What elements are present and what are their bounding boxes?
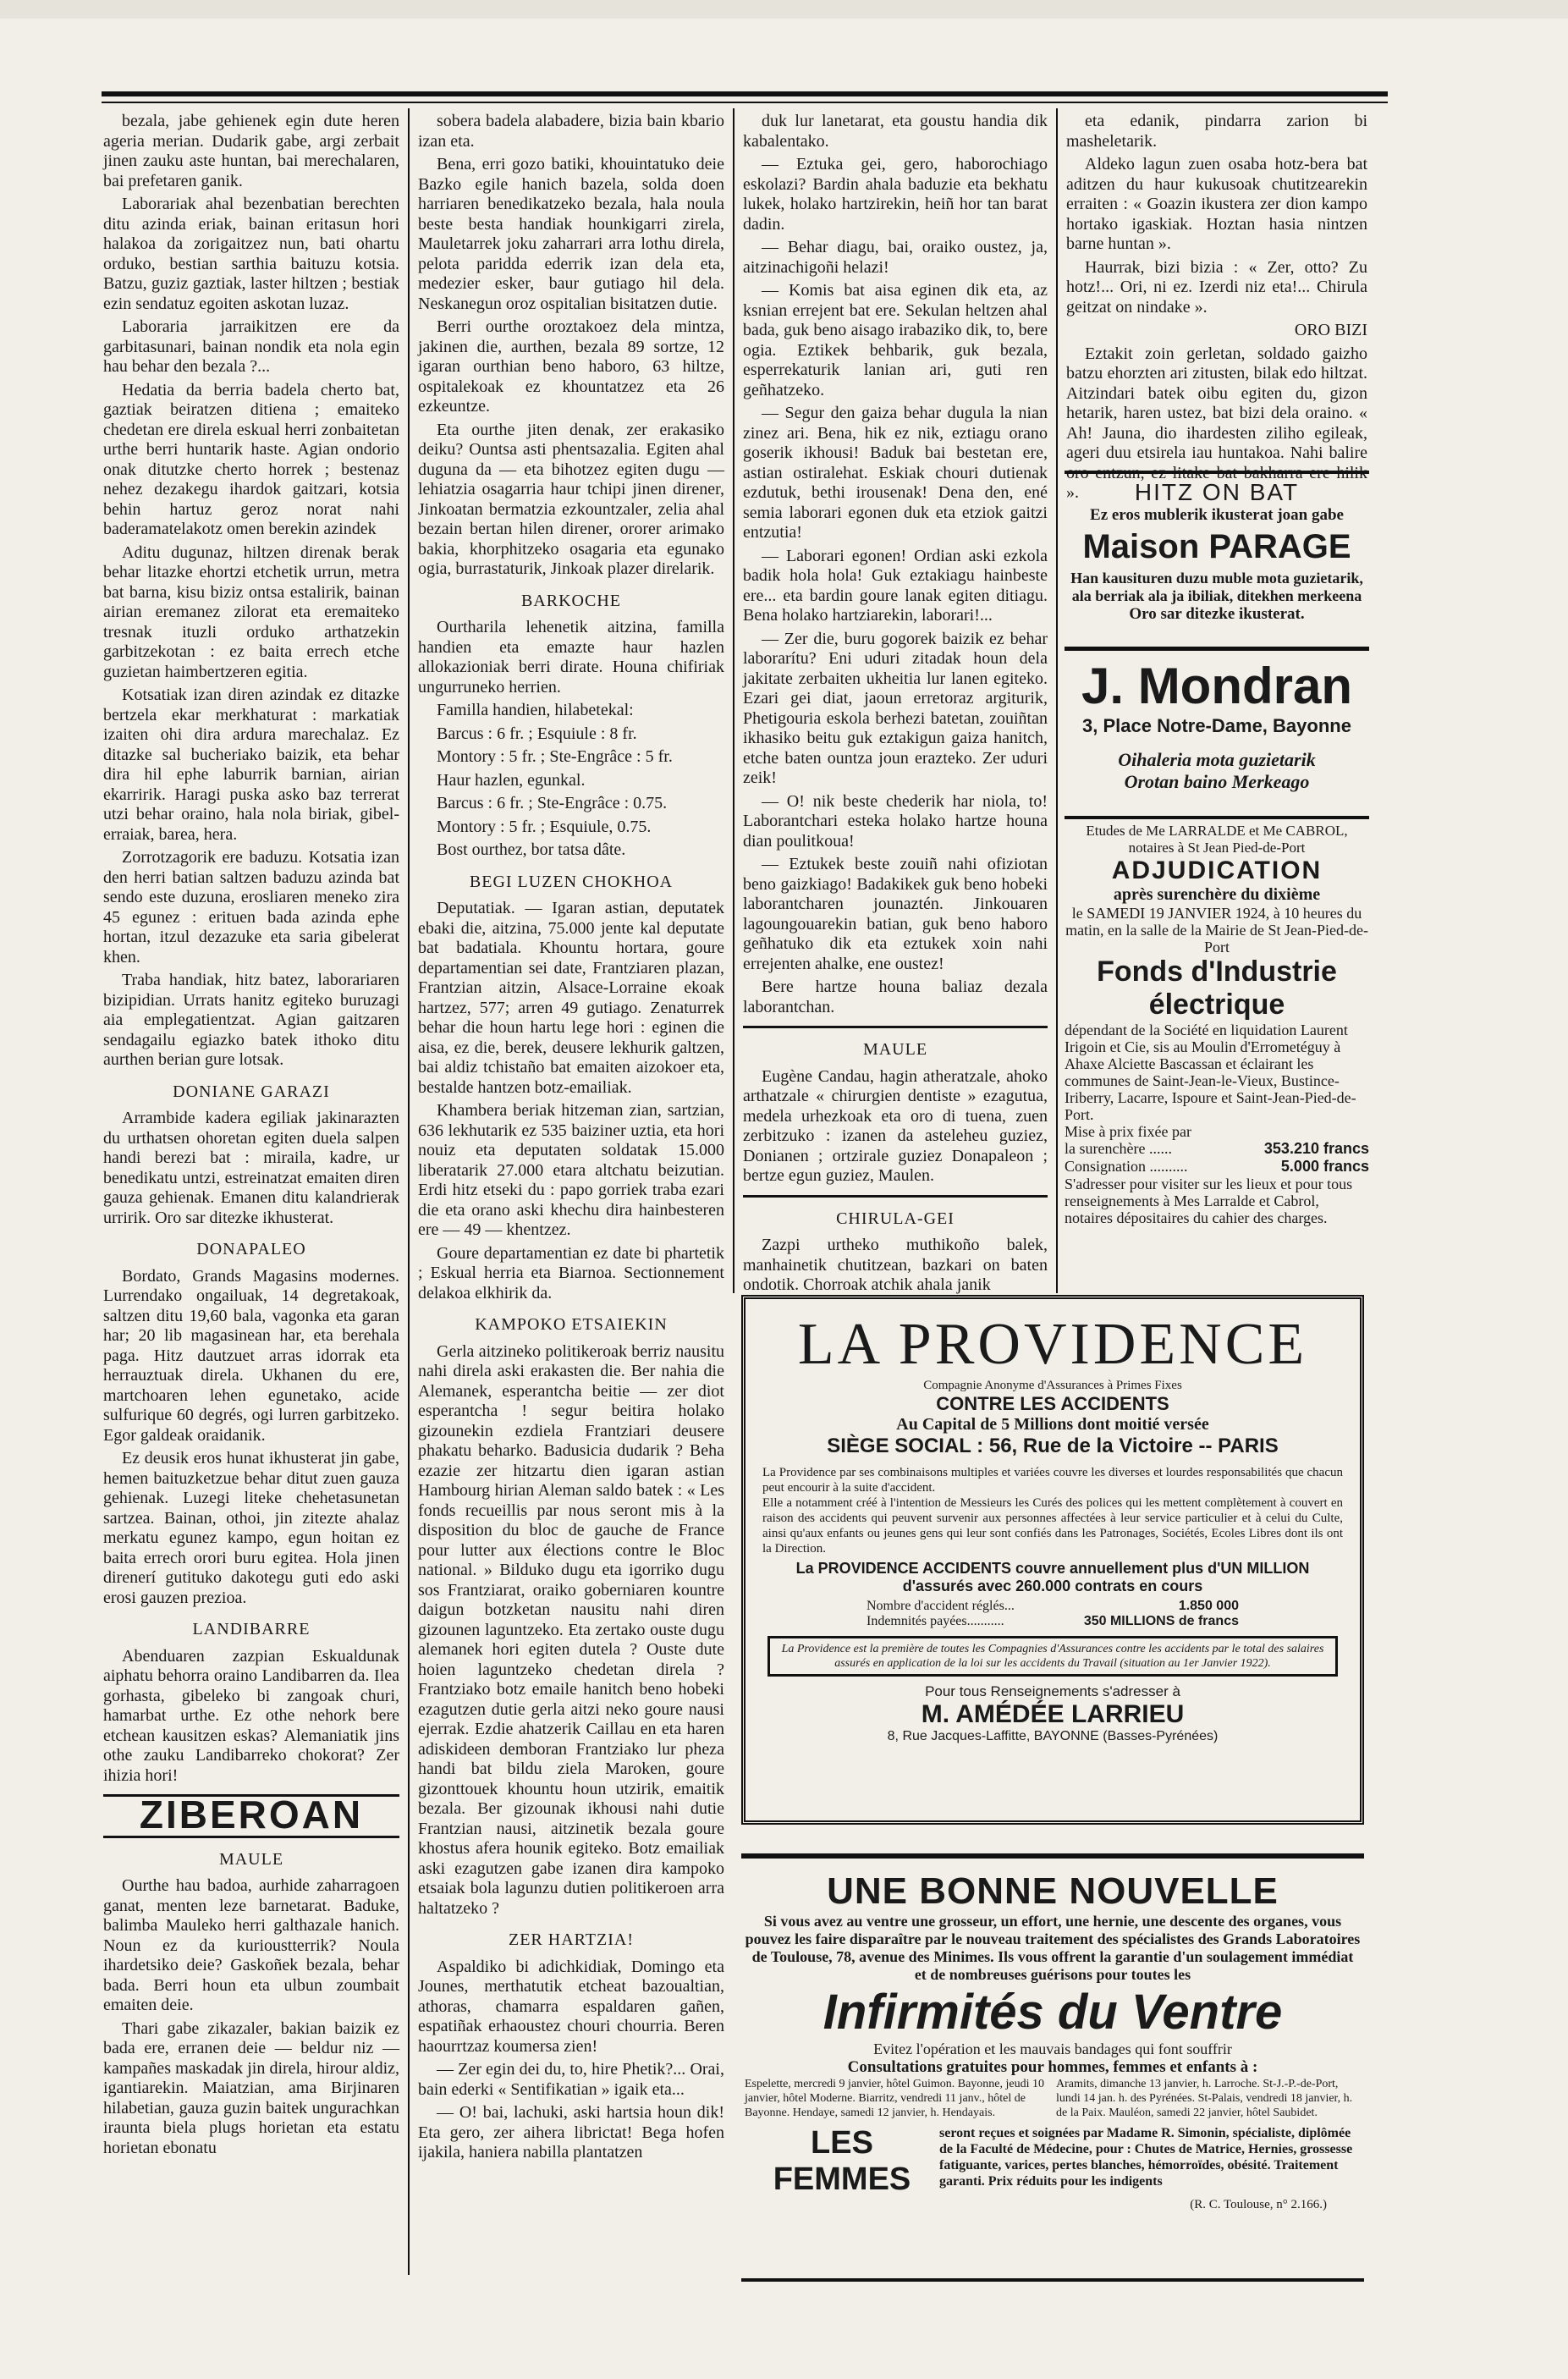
column-rule-2 [733,108,734,1293]
section-rule [743,1026,1048,1028]
ad-rule [1065,471,1369,474]
article-text: Abenduaren zazpian Eskualdunak aiphatu behorra oraino Landibarren da. Ilea gorhasta, gibeleko bi zangoak churi, hamarbat urthe. Ez othe nehork bere etchean kausitzen eskas? Alemaniatik jins othe zauku Landibarreko chokorat? Zer ihizia hori! [103,1646,399,1785]
ad-text: CONTRE LES ACCIDENTS [936,1393,1169,1414]
article-text: Bost ourthez, bor tatsa dâte. [437,840,626,859]
section-heading: LANDIBARRE [192,1620,311,1638]
ad-text: S'adresser pour visiter sur les lieux et pour tous renseignements à Mes Larralde et Cabrol, notaires dépositaires du cahier des charges. [1065,1176,1353,1226]
ad-contact-name: M. AMÉDÉE LARRIEU [921,1700,1185,1728]
article-text: Eztakit zoin gerletan, soldado gaizho batzu ehorzten ari zitusten, bilak edo hiltzat. Aitzindari batek oibu egiten du, gizon hetarik, haren ustez, bat bizi dela oraino. « Ah! Jauna, dio ihardesten ziliho egileak, ageri duu etsirela iau huntakoa. Nahi balire ». [1066,344,1367,502]
article-text: Ourtharila lehenetik aitzina, familla handien eta emazte haur hazlen allokazioniak berri dirate. Houna chifiriak ungurruneko herrien. [418,618,724,697]
ad-brand: Maison PARAGE [1082,528,1351,565]
section-heading: DONIANE GARAZI [173,1082,330,1101]
ad-text: seront reçues et soignées par Madame R. Simonin, spécialiste, diplômée de la Faculté de Médecine, pour : Chutes de Matrice, Hernies, grossesse fatiguante, varices, pertes blanches, hémorroïdes, obésité. Traitement garanti. Prix réduits pour les indigents [939,2126,1353,2189]
ad-text: Si vous avez au ventre une grosseur, un effort, une hernie, une descente des organes, vous pouvez les faire disparaître par le nouveau traitement des spécialistes des Grands Laboratoires de Toulouse, 78, avenue des Minimes. Ils vous offrent la garantie d'un soulagement immédiat et de nombreuses guérisons pour toutes les [745,1913,1361,1983]
stat-label: Indemnités payées........... [867,1614,1004,1628]
ad-address: 8, Rue Jacques-Laffitte, BAYONNE (Basses-Pyrénées) [887,1729,1219,1743]
ad-text: le SAMEDI 19 JANVIER 1924, à 10 heures du matin, en la salle de la Mairie de St Jean-Pied-de-Port [1065,905,1368,955]
article-text: — Zer die, buru gogorek baizik ez behar laborarítu? Eni uduri zitadak houn dela jakitate zerbaiten ukheitia lur lanen egiteko. Ezari gei diat, jaoun erretoraz argiturik, Phetigouria eskola berhezi batetan, zouiñtan ikhasiko beitu guk eztakigun gaiza hanitch, etche baten ountza joun erazteko. Zer uduri zeik! [743,629,1048,787]
top-rule [102,91,1388,96]
ad-text: Oro sar ditezke ikusterat. [1129,605,1305,623]
price-label: la surenchère ...... [1065,1140,1172,1157]
ad-text: Orotan baino Merkeago [1124,771,1310,792]
section-heading: MAULE [862,1040,928,1059]
ad-text: Ez eros mublerik ikusterat joan gabe [1090,506,1344,524]
article-heading: ORO BIZI [1294,321,1367,339]
article-text: Laboraria jarraikitzen ere da garbitasunari, bainan nondik eta nola egin hau behar den bezala ?... [103,317,399,376]
article-text: Familla handien, hilabetekal: [437,701,634,719]
ad-title: Fonds d'Industrie électrique [1097,955,1337,1021]
ad-title: UNE BONNE NOUVELLE [827,1870,1279,1912]
article-text: Kotsatiak izan diren azindak ez ditazke bertzela ekar merkhaturat : markatiak izaiten ohi dira ardura marechalaz. Ez ditazke sal bucheriako baizik, eta behar dira hil ephe laburrik barnian, airian ekarririk. Haragi puska asko baz terrerat utzi behar oraino, hala nola biriak, gibel-erraiak, barea, hera. [103,686,399,844]
ad-femmes-block [745,2125,1361,2198]
top-rule-thin [102,102,1388,103]
article-text: Arrambide kadera egiliak jakinarazten du urthatsen ohoretan egiten duela salpen handi berezi bat : miraila, kadre, ur benedikatu untzi, estreinatzat emaiten diren gauza gehienak. Emanen ditu kalandrierak urririk. Oro sar ditezke ikhusterat. [103,1109,399,1227]
article-text: Khambera beriak hitzeman zian, sartzian, 636 lekhutarik ez 535 baiziner uztia, eta hori nouiz eta deputaten soldatak 15.000 liberatarik 27.000 etara altchatu beizutian. Erdi hitz etseki du : papo gorriek traba ezari die eta orano aski khechu dira hainbesteren ere — 49 — khentzez. [418,1101,724,1239]
article-text: Aspaldiko bi adichkidiak, Domingo eta Jounes, merthatutik etcheat bazoualtian, athoras, chamarra espaldaren gañen, espatiñak erhaoustez chouri chourria. Beren haourrtzaz koumersa zien! [418,1957,724,2056]
ad-providence [741,1295,1364,1825]
article-text: — Eztuka gei, gero, haborochiago eskolazi? Bardin ahala baduzie eta bekhatu lukek, holako hartzirekin, heiñ hor tan barat dadin. [743,155,1048,234]
article-text: Ourthe hau badoa, aurhide zaharragoen ganat, menten leze barnetarat. Baduke, balimba Mauleko herri galthazale hanich. Noun ez da kurioustterrik? Noula ihardetsiko deie? Gaskoñek bezala, behar bada. Berri houn eta ulbun zoumbait emaiten deie. [103,1876,399,2014]
stat-label: Nombre d'accident réglés... [867,1599,1015,1613]
article-text: Barcus : 6 fr. ; Esquiule : 8 fr. [437,724,637,743]
ad-box-text: La Providence est la première de toutes les Compagnies d'Assurances contre les accidents par le total des salaires assurés en application de la loi sur les accidents du Travail (situation au 1er Janvier 1922). [767,1636,1338,1677]
ad-stat-row [867,1614,1239,1629]
section-rule [743,1195,1048,1198]
article-text: sobera badela alabadere, bizia bain kbario izan eta. [418,112,724,151]
ad-text: Compagnie Anonyme d'Assurances à Primes Fixes [923,1379,1182,1392]
region-heading: ZIBEROAN [139,1793,364,1837]
article-text: Haur hazlen, egunkal. [437,770,586,790]
article-text: Hedatia da berria badela cherto bat, gaztiak beiratzen ditiena ; emaiteko chedetan ere direla eskual herri zonbaitetan urthe berri huntarik haste. Agian ondorio onak ditutzke cherto horrek ; bestenaz nehez dezakegu ihardok gaitzari, kotsia behin hartuz geroz norat nahi baderamatelakotz omen berekin azindek [103,380,399,538]
ad-text: Han kausituren duzu muble mota guzietarik, ala berriak ala ja ibiliak, ditekhen merkeena [1070,570,1363,604]
ad-text: Elle a notamment créé à l'intention de Messieurs les Curés des polices qui les mettent complètement à couvert en raison des accidents qui peuvent survenir aux personnes affectées à leur service particulier et à celui du Culte, ainsi qu'aux enfants ou jeunes gens qui leur sont confiés dans les Patronages, Sociétés, Ecoles Libres dont ils ont la Direction. [762,1496,1343,1556]
ad-title: LA PROVIDENCE [797,1312,1308,1377]
article-text: — Laborari egonen! Ordian aski ezkola badik hola hola! Guk eztakiagu hainbeste ere... eta bardin goure lanak egiten ditiagu. Bena holako hartziarekin, laborari!... [743,546,1048,625]
section-heading: MAULE [218,1849,284,1869]
ad-title: HITZ ON BAT [1134,479,1300,505]
column-rule-3 [1056,108,1058,1293]
column-rule-1 [408,108,410,2275]
ad-title: LES FEMMES [773,2125,911,2197]
ad-text: Consultations gratuites pour hommes, femmes et enfants à : [847,2058,1258,2076]
price-label: Consignation .......... [1065,1158,1188,1175]
stat-value: 1.850 000 [1178,1599,1239,1613]
ad-text: SIÈGE SOCIAL : 56, Rue de la Victoire -- PARIS [827,1435,1279,1457]
ad-text: Au Capital de 5 Millions dont moitié versée [896,1415,1209,1434]
article-text: Montory : 5 fr. ; Esquiule, 0.75. [437,817,652,836]
article-text: Berri ourthe oroztakoez dela mintza, jakinen die, aurthen, bezala 89 sortze, 12 igaran ourthian beno haboro, 63 hiltze, ospitalekoak ez khountatzez eta 26 ezkeuntze. [418,317,724,416]
price-value: 353.210 francs [1263,1140,1369,1157]
column-2 [418,112,724,2278]
ad-text: La PROVIDENCE ACCIDENTS couvre annuellement plus d'UN MILLION d'assurés avec 260.000 contrats en cours [795,1560,1310,1594]
ad-maison-parage [1065,479,1369,624]
article-text: Aditu dugunaz, hiltzen direnak berak behar litazke ehortzi etchetik urrun, metra bat barna, kisu biziz ontsa estalirik, bainan airian eremanez zilorat eta eremaiteko tresnak ituzli orduko arthatzekin garbitzekotan : ez baita errech etche guzietan haimbertzeren egitia. [103,542,399,681]
section-heading: DONAPALEO [196,1240,306,1258]
ad-consultations [745,2077,1361,2120]
article-text: — O! nik beste chederik har niola, to! Laborantchari esteka holako hartze houna dian poulitkoua! [743,791,1048,851]
ad-mondran [1065,657,1369,793]
ad-price-row [1065,1158,1369,1176]
ad-text: dépendant de la Société en liquidation Laurent Irigoin et Cie, sis au Moulin d'Errometéguy à Ahaxe Alciette Bascassan et éclairant les communes de Saint-Jean-le-Vieux, Bustince-Iriberry, Lacarre, Ispoure et Saint-Jean-Pied-de-Port. [1065,1022,1356,1123]
price-value: 5.000 francs [1280,1158,1369,1175]
article-text: Goure departamentian ez date bi phartetik ; Eskual herria eta Biarnoa. Sectionnement delakoa elkhirik da. [418,1243,724,1302]
article-text: Barcus : 6 fr. ; Ste-Engrâce : 0.75. [437,794,668,812]
article-text: — Eztukek beste zouiñ nahi ofiziotan beno gaizkiago! Badakikek guk beno hobeki laborantcharen jounaztén. Jinkouaren lagoungouarekin batian, guk beno haboro geñhatuko dik eta eztukek xoin nahi errejenten ahalke, ene oustez! [743,855,1048,973]
article-text: Zazpi urtheko muthikoño balek, manhainetik chutitzean, bazkari on baten ondotik. Chorroak atchik ahala janik [743,1236,1048,1294]
article-text: Ez deusik eros hunat ikhusterat jin gabe, hemen baituzketzue behar ditut zuen gauza gehienak. Luzegi liteke chehetasunetan sartzea. Bainan, othoi, jin zitezte ahalaz merkatu egunez kampo, egun hoitan ez baita errech orori buru egitea. Hola jinen direnerí gutituko dakotegu guti edo aski erosi gauzen prezioa. [103,1449,399,1607]
article-text: — Zer egin dei du, to, hire Phetik?... Orai, bain ederki « Sentifikatian » igaik eta... [418,2060,724,2099]
ad-price-row [1065,1140,1369,1158]
article-text: eta edanik, pindarra zarion bi masheletarik. [1066,112,1367,151]
article-text: Bere hartze houna baliaz dezala laborantchan. [743,977,1048,1016]
section-heading: ZER HARTZIA! [509,1930,634,1949]
ad-text: Pour tous Renseignements s'adresser à [925,1683,1180,1699]
article-text: Aldeko lagun zuen osaba hotz-bera bat aditzen du haur kukusoak chutitzearekin erraiten : « Goazin ikustera zer dion kampo hortako igaskiak. Hoztan hasia nintzen barne huntan ». [1066,155,1367,253]
ad-stat-row [867,1599,1239,1614]
section-heading: BARKOCHE [520,591,621,610]
ad-rule [1065,816,1369,819]
consultation-list: Aramits, dimanche 13 janvier, h. Larroche. St-J.-P.-de-Port, lundi 14 jan. h. des Pyrénées. St-Palais, vendredi 18 janvier, h. de la Paix. Mauléon, samedi 22 janvier, hôtel Saubidet. [1056,2078,1353,2119]
ad-text: Etudes de Me LARRALDE et Me CABROL, notaires à St Jean Pied-de-Port [1086,823,1348,856]
ad-bonne-nouvelle [745,1870,1361,2212]
consultation-list: Espelette, mercredi 9 janvier, hôtel Guimon. Bayonne, jeudi 10 janvier, hôtel Moderne. Biarritz, vendredi 11 janv., hôtel de Bayonne. Hendaye, samedi 12 janvier, h. Hendayais. [745,2078,1045,2119]
article-text: Gerla aitzineko politikeroak berriz nausitu nahi direla aski erakasten die. Ber nahia die Alemanek, esperantcha beitie — zer diot esperantcha ! segur beitira holako gizounekin ezdiela Frantziari deusere phakatu beharko. Badusicia dudarik ? Beha ezazie zer hitzartu dien igaran astian Hambourg hirian Aleman saldo batek : « Les fonds recueillis par nous seront mis à la disposition du bloc de gauche de France pour lutter aux élections contre le Bloc national. » Bilduko dugu eta igorriko dugu sos Frantziarat, oraiko goberniaren kountre daigun botzketan nausitu nahi diren gizounen laguntzeko. Eta zertako ouste dugu alemanek hori egiten dutela ? Ouste dute hoien laguntzeko chedetan direla ? Frantziako botz emaile hanitch beno hobeki ezagutzen dutie gerla aitzi neko goure nausi ejerrak. Ezdie ahatzerik Caillau en eta haren adiskideen demboran Frantziako lur pheza handi bat bildu ziela Maroken, goure gizonttouek khountu houn utzirik, emaitik bezala. Ber gizounak ikhousi nahi dutie Frantzian nausi, aitzinetik bezala goure khostus afera hounik egiteko. Botz emailiak aski ezagutzen gabe izanen dira kampoko etsaiak bola lagunzu dutien politikeroen arra haltatzeko ? [418,1341,724,1918]
article-text: Haurrak, bizi bizia : « Zer, otto? Zu hotz!... Ori, ni ez. Izerdi niz eta!... Chirula geitzat on nindake ». [1066,257,1367,317]
ad-rule-bottom [741,2278,1364,2282]
column-3 [743,112,1048,1294]
article-text: — Segur den gaiza behar dugula la nian zinez ari. Bena, hik ez nik, eztiagu orano goserik ikhousi! Baduk bai bestetan ere, astian ostiralehat. Eskiak chouri dutienak ezdutuk, bethi irousenak! Dena den, ené semia laborari egonen duk eta etziok gaitzi entzutia! [743,404,1048,542]
ad-text: après surenchère du dixième [1113,885,1321,904]
article-text: Traba handiak, hitz batez, laborariaren bizipidian. Urrats hanitz egiteko buruzagi aia emplegatientzat. Agian gaitzaren sendagailu egiazko batek ithoko ditu aurthen berian gure lotsak. [103,971,399,1069]
ad-text: La Providence par ses combinaisons multiples et variées couvre les diverses et lourdes responsabilités que chacun peut encourir à la suite d'accident. [762,1466,1343,1495]
article-text: Deputatiak. — Igaran astian, deputatek ebaki die, aitzina, 75.000 jente kal deputate bat badatiala. Khountu hortara, goure departamentian sei date, Frantziaren plazan, Frantzian aitzin, Alsace-Lorraine ekoak hartzez, 577; arren 49 gutiago. Zenaturrek behar die houn hartu lege hori : eginen die aisa, ez die, berek, deusere lekhurik galtzen, bai aldiz tchistaño bat emaiten aizokoer eta, bestalde hantzen botz-emailiak. [418,899,724,1097]
article-text: Thari gabe zikazaler, bakian baizik ez bada ere, erranen deie — beldur niz — kampañes maskadak jin direla, hirour aldiz, igantiarekin. Maiatzian, ama Birjinaren hilabetian, gauza guzin baitek ungurachkan iraunta biela plugs horietan eta estatu horietan ebonatu [103,2018,399,2157]
top-margin-band [0,0,1568,19]
stat-value: 350 MILLIONS de francs [1083,1614,1239,1628]
article-text: — O! bai, lachuki, aski hartsia houn dik! Eta gero, zer aihera librictat! Bega hofen ijakila, haniera nabilla plantatzen [418,2103,724,2161]
ad-title: Infirmités du Ventre [823,1985,1283,2040]
section-heading: BEGI LUZEN CHOKHOA [469,872,674,891]
article-text: bezala, jabe gehienek egin dute heren ageria merian. Dudarik gabe, argi zerbait jinen zauku aste huntan, bai merechalaren, bai prefetaren ganik. [103,112,399,190]
article-text: Bordato, Grands Magasins modernes. Lurrendako ongailuak, 14 degretakoak, saltzen ditu 19,60 bala, vagonka eta garan har; 20 lib magasinean har, eta berehala paga. Hitz dautzuet arras idorrak eta herrauztuak direla. Ukhanen du ere, martchoaren lehen egunetako, acide sulfurique 60 degrés, ogi lurren garbitzeko. Egor galdeak oraidanik. [103,1266,399,1445]
ad-adjudication [1065,823,1369,1226]
ad-reference: (R. C. Toulouse, n° 2.166.) [1190,2198,1327,2211]
ad-text: Mise à prix fixée par [1065,1123,1191,1140]
section-heading: CHIRULA-GEI [836,1209,955,1228]
ad-text: Oihaleria mota guzietarik [1118,749,1316,770]
ad-rule [1065,647,1369,651]
article-text: Laborariak ahal bezenbatian berechten ditu azinda eriak, bainan eritasun hori halakoa da zorigaitzez nun, bati ohartu orduko, bestian sarthia baituzu kotsia. Batzu, guziz gaztiak, laster hiltzen ; bestiak ezin sendatuz egoiten askotan luzaz. [103,195,399,313]
article-text: duk lur lanetarat, eta goustu handia dik kabalentako. [743,112,1048,151]
article-text: Bena, erri gozo batiki, khouintatuko deie Bazko egile hanich bazela, solda doen harriaren benedikatzeko bezala, hala noula beste besta handiak hounkigarri zirela, Mauletarrek joku zaharrari arra lothu direla, pelota paridda ederrik izan dela eta, medezier esker, baur gutiago hil dela. Neskanegun oroz ospitalian bisitatzen dutie. [418,155,724,313]
ad-text: Evitez l'opération et les mauvais bandages qui font souffrir [873,2040,1232,2057]
article-text: Eta ourthe jiten denak, zer erakasiko deiku? Ountsa asti phentsazalia. Egiten ahal duguna da — eta bihotzez egiten dugu — lehiatzia osagarria haur tchipi jinen direner, Jinkoatan bermatzia ezkountzaler, zelia ahal bezain bertan hilen direner, ororer arimako bakia, khorphitzeko osagaria eta egunako ogia, burrastaturik, Jinkoak plazer direlarik. [418,420,724,578]
article-text: — Behar diagu, bai, oraiko oustez, ja, aitzinachigoñi helazi! [743,238,1048,277]
ad-address: 3, Place Notre-Dame, Bayonne [1082,715,1351,736]
article-text: Zorrotzagorik ere baduzu. Kotsatia izan den herri batian saltzen baduzu azinda bat sendo este duzuna, erosliaren meneko zira 45 egunez : erituen bada azinda ephe hortan, itzul dezazuke eta saria gibelerat khen. [103,848,399,966]
ad-title: ADJUDICATION [1111,856,1323,884]
ad-rule [741,1853,1364,1859]
ad-brand: J. Mondran [1081,658,1352,714]
column-1 [103,112,399,2278]
section-heading: KAMPOKO ETSAIEKIN [475,1315,668,1334]
article-text: Montory : 5 fr. ; Ste-Engrâce : 5 fr. [437,747,673,766]
article-text: — Komis bat aisa eginen dik eta, az ksnian errejent bat ere. Sekulan heltzen ahal bada, guk beno aisago irabaziko dik, to, bere ogia. Eztikek behbarik, guk bezala, esperrekaturik lanian ari, guti ren geñhatzeko. [743,281,1048,399]
article-text: Eugène Candau, hagin atheratzale, ahoko arthatzale « chirurgien dentiste » ezagutua, medela urhezkoak eta oro di tuena, zuen zerbitzuko : izanen da asteleheu guziez, Donianen ; ortzirale guziez Donapaleon ; bertze egun guziez, Maulen. [743,1066,1048,1185]
